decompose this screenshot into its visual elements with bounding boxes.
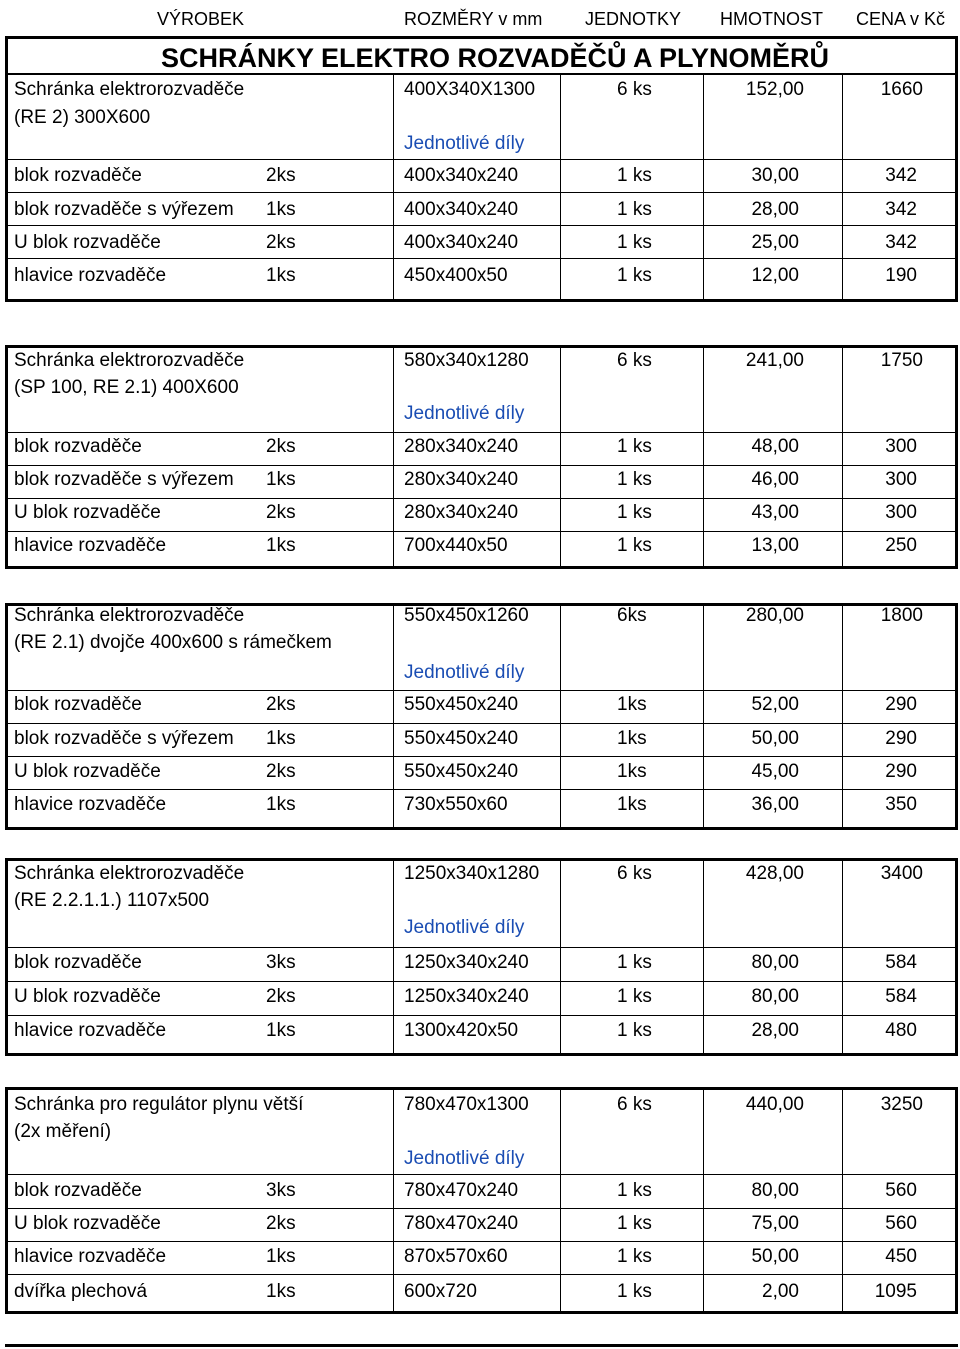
column-divider xyxy=(393,1090,394,1311)
part-dimensions: 700x440x50 xyxy=(404,535,508,556)
part-price: 290 xyxy=(885,694,917,715)
header-rozmery: ROZMĚRY v mm xyxy=(404,9,543,29)
part-dimensions: 870x570x60 xyxy=(404,1246,508,1267)
header-hmotnost: HMOTNOST xyxy=(720,9,823,29)
part-name: hlavice rozvaděče xyxy=(14,794,167,815)
part-dimensions: 550x450x240 xyxy=(404,694,519,715)
part-units: 1 ks xyxy=(617,952,652,973)
part-price: 290 xyxy=(885,728,917,749)
part-units: 1ks xyxy=(617,728,647,749)
row-divider xyxy=(8,465,955,466)
part-name: dvířka plechová xyxy=(14,1281,148,1302)
row-divider xyxy=(8,498,955,499)
column-header-row xyxy=(0,0,960,36)
part-quantity: 3ks xyxy=(266,952,296,973)
part-units: 1 ks xyxy=(617,165,652,186)
product-name: Schránka elektrorozvaděče xyxy=(14,863,245,884)
part-weight: 36,00 xyxy=(751,794,799,815)
part-quantity: 1ks xyxy=(266,469,296,490)
product-units: 6 ks xyxy=(617,1094,652,1115)
row-divider xyxy=(8,531,955,532)
part-dimensions: 1250x340x240 xyxy=(404,952,529,973)
parts-subheading: Jednotlivé díly xyxy=(404,403,525,424)
part-quantity: 2ks xyxy=(266,165,296,186)
part-name: U blok rozvaděče xyxy=(14,986,161,1007)
part-quantity: 1ks xyxy=(266,1020,296,1041)
parts-subheading: Jednotlivé díly xyxy=(404,1148,525,1169)
part-name: U blok rozvaděče xyxy=(14,1213,161,1234)
part-name: U blok rozvaděče xyxy=(14,502,161,523)
column-divider xyxy=(842,75,843,299)
column-divider xyxy=(560,348,561,566)
part-units: 1 ks xyxy=(617,265,652,286)
part-name: blok rozvaděče s výřezem xyxy=(14,728,234,749)
part-units: 1ks xyxy=(617,694,647,715)
part-quantity: 1ks xyxy=(266,1246,296,1267)
part-units: 1 ks xyxy=(617,436,652,457)
part-weight: 52,00 xyxy=(751,694,799,715)
part-dimensions: 1300x420x50 xyxy=(404,1020,519,1041)
parts-subheading: Jednotlivé díly xyxy=(404,917,525,938)
product-units: 6ks xyxy=(617,605,647,626)
product-name-detail: (RE 2.2.1.1.) 1107x500 xyxy=(14,890,210,911)
part-units: 1ks xyxy=(617,761,647,782)
product-name: Schránka pro regulátor plynu větší xyxy=(14,1094,304,1115)
part-price: 342 xyxy=(885,232,917,253)
product-section xyxy=(5,603,958,830)
part-name: U blok rozvaděče xyxy=(14,761,161,782)
part-weight: 43,00 xyxy=(751,502,799,523)
row-divider xyxy=(8,192,955,193)
part-weight: 12,00 xyxy=(751,265,799,286)
part-name: hlavice rozvaděče xyxy=(14,535,167,556)
part-units: 1 ks xyxy=(617,232,652,253)
part-name: hlavice rozvaděče xyxy=(14,265,167,286)
part-weight: 50,00 xyxy=(751,1246,799,1267)
part-name: blok rozvaděče s výřezem xyxy=(14,199,234,220)
part-quantity: 1ks xyxy=(266,794,296,815)
part-price: 290 xyxy=(885,761,917,782)
part-quantity: 2ks xyxy=(266,986,296,1007)
product-price: 3400 xyxy=(880,863,923,884)
product-dimensions: 1250x340x1280 xyxy=(404,863,540,884)
product-price: 1750 xyxy=(880,350,923,371)
column-divider xyxy=(393,606,394,827)
part-weight: 80,00 xyxy=(751,952,799,973)
row-divider xyxy=(8,789,955,790)
part-price: 584 xyxy=(885,952,917,973)
part-quantity: 2ks xyxy=(266,232,296,253)
product-name-detail: (RE 2.1) dvojče 400x600 s rámečkem xyxy=(14,632,332,653)
part-units: 1 ks xyxy=(617,1020,652,1041)
page-title: SCHRÁNKY ELEKTRO ROZVADĚČŮ A PLYNOMĚRŮ xyxy=(161,43,830,73)
part-price: 560 xyxy=(885,1213,917,1234)
part-units: 1ks xyxy=(617,794,647,815)
row-divider xyxy=(8,159,955,160)
product-units: 6 ks xyxy=(617,79,652,100)
part-weight: 46,00 xyxy=(751,469,799,490)
column-divider xyxy=(703,861,704,1053)
product-weight: 152,00 xyxy=(745,79,804,100)
part-name: blok rozvaděče xyxy=(14,952,142,973)
product-section xyxy=(5,1087,958,1314)
part-quantity: 1ks xyxy=(266,265,296,286)
part-price: 300 xyxy=(885,436,917,457)
part-units: 1 ks xyxy=(617,469,652,490)
product-name: Schránka elektrorozvaděče xyxy=(14,350,245,371)
part-units: 1 ks xyxy=(617,986,652,1007)
row-divider xyxy=(8,1274,955,1275)
parts-subheading: Jednotlivé díly xyxy=(404,133,525,154)
product-dimensions: 550x450x1260 xyxy=(404,605,529,626)
part-name: blok rozvaděče xyxy=(14,165,142,186)
column-divider xyxy=(842,861,843,1053)
part-units: 1 ks xyxy=(617,1180,652,1201)
column-divider xyxy=(703,606,704,827)
bottom-rule xyxy=(5,1344,958,1347)
product-dimensions: 400X340X1300 xyxy=(404,79,536,100)
part-weight: 80,00 xyxy=(751,986,799,1007)
column-divider xyxy=(842,348,843,566)
part-name: blok rozvaděče xyxy=(14,1180,142,1201)
part-dimensions: 280x340x240 xyxy=(404,436,519,457)
part-price: 584 xyxy=(885,986,917,1007)
part-dimensions: 780x470x240 xyxy=(404,1213,519,1234)
product-section xyxy=(5,73,958,302)
part-quantity: 2ks xyxy=(266,1213,296,1234)
part-weight: 80,00 xyxy=(751,1180,799,1201)
part-price: 190 xyxy=(885,265,917,286)
part-weight: 48,00 xyxy=(751,436,799,457)
row-divider xyxy=(8,690,955,691)
column-divider xyxy=(703,75,704,299)
column-divider xyxy=(393,861,394,1053)
part-units: 1 ks xyxy=(617,199,652,220)
column-divider xyxy=(703,1090,704,1311)
part-quantity: 2ks xyxy=(266,436,296,457)
row-divider xyxy=(8,1241,955,1242)
part-quantity: 1ks xyxy=(266,1281,296,1302)
part-weight: 28,00 xyxy=(751,1020,799,1041)
column-divider xyxy=(842,1090,843,1311)
product-section xyxy=(5,345,958,569)
part-weight: 28,00 xyxy=(751,199,799,220)
part-weight: 75,00 xyxy=(751,1213,799,1234)
part-dimensions: 280x340x240 xyxy=(404,469,519,490)
row-divider xyxy=(8,723,955,724)
product-name: Schránka elektrorozvaděče xyxy=(14,605,245,626)
part-name: blok rozvaděče s výřezem xyxy=(14,469,234,490)
part-price: 480 xyxy=(885,1020,917,1041)
part-units: 1 ks xyxy=(617,1281,652,1302)
part-units: 1 ks xyxy=(617,535,652,556)
part-quantity: 1ks xyxy=(266,199,296,220)
part-price: 450 xyxy=(885,1246,917,1267)
part-name: hlavice rozvaděče xyxy=(14,1020,167,1041)
part-dimensions: 550x450x240 xyxy=(404,761,519,782)
product-units: 6 ks xyxy=(617,350,652,371)
column-divider xyxy=(560,1090,561,1311)
product-name: Schránka elektrorozvaděče xyxy=(14,79,245,100)
product-price: 3250 xyxy=(880,1094,923,1115)
part-units: 1 ks xyxy=(617,1213,652,1234)
part-weight: 50,00 xyxy=(751,728,799,749)
part-weight: 13,00 xyxy=(751,535,799,556)
part-quantity: 1ks xyxy=(266,535,296,556)
part-price: 300 xyxy=(885,469,917,490)
part-dimensions: 400x340x240 xyxy=(404,165,519,186)
row-divider xyxy=(8,432,955,433)
part-name: U blok rozvaděče xyxy=(14,232,161,253)
product-weight: 241,00 xyxy=(745,350,804,371)
product-name-detail: (RE 2) 300X600 xyxy=(14,107,151,128)
product-units: 6 ks xyxy=(617,863,652,884)
part-weight: 30,00 xyxy=(751,165,799,186)
product-name-detail: (2x měření) xyxy=(14,1121,112,1142)
parts-subheading: Jednotlivé díly xyxy=(404,662,525,683)
row-divider xyxy=(8,1015,955,1016)
row-divider xyxy=(8,981,955,982)
part-weight: 45,00 xyxy=(751,761,799,782)
part-name: hlavice rozvaděče xyxy=(14,1246,167,1267)
part-dimensions: 400x340x240 xyxy=(404,232,519,253)
part-price: 1095 xyxy=(874,1281,917,1302)
part-name: blok rozvaděče xyxy=(14,694,142,715)
table-title xyxy=(5,36,958,73)
header-jednotky: JEDNOTKY xyxy=(585,9,682,29)
header-cena: CENA v Kč xyxy=(856,9,946,29)
part-units: 1 ks xyxy=(617,502,652,523)
part-dimensions: 730x550x60 xyxy=(404,794,508,815)
product-dimensions: 780x470x1300 xyxy=(404,1094,529,1115)
part-weight: 2,00 xyxy=(762,1281,799,1302)
product-dimensions: 580x340x1280 xyxy=(404,350,529,371)
part-dimensions: 780x470x240 xyxy=(404,1180,519,1201)
part-quantity: 3ks xyxy=(266,1180,296,1201)
row-divider xyxy=(8,225,955,226)
column-divider xyxy=(842,606,843,827)
part-dimensions: 280x340x240 xyxy=(404,502,519,523)
column-divider xyxy=(560,606,561,827)
product-weight: 440,00 xyxy=(745,1094,804,1115)
part-name: blok rozvaděče xyxy=(14,436,142,457)
row-divider xyxy=(8,1174,955,1175)
part-dimensions: 400x340x240 xyxy=(404,199,519,220)
part-quantity: 2ks xyxy=(266,694,296,715)
part-dimensions: 450x400x50 xyxy=(404,265,508,286)
part-quantity: 2ks xyxy=(266,502,296,523)
part-price: 250 xyxy=(885,535,917,556)
column-divider xyxy=(393,348,394,566)
part-dimensions: 1250x340x240 xyxy=(404,986,529,1007)
column-divider xyxy=(703,348,704,566)
part-price: 342 xyxy=(885,165,917,186)
column-divider xyxy=(560,861,561,1053)
part-quantity: 1ks xyxy=(266,728,296,749)
product-name-detail: (SP 100, RE 2.1) 400X600 xyxy=(14,377,239,398)
part-weight: 25,00 xyxy=(751,232,799,253)
product-weight: 428,00 xyxy=(745,863,804,884)
row-divider xyxy=(8,756,955,757)
row-divider xyxy=(8,1208,955,1209)
part-price: 560 xyxy=(885,1180,917,1201)
part-price: 350 xyxy=(885,794,917,815)
part-quantity: 2ks xyxy=(266,761,296,782)
row-divider xyxy=(8,258,955,259)
column-divider xyxy=(393,75,394,299)
product-weight: 280,00 xyxy=(745,605,804,626)
row-divider xyxy=(8,947,955,948)
part-dimensions: 600x720 xyxy=(404,1281,477,1302)
product-price: 1800 xyxy=(880,605,923,626)
column-divider xyxy=(560,75,561,299)
product-section xyxy=(5,858,958,1056)
product-price: 1660 xyxy=(880,79,923,100)
part-price: 300 xyxy=(885,502,917,523)
part-price: 342 xyxy=(885,199,917,220)
part-dimensions: 550x450x240 xyxy=(404,728,519,749)
header-vyrobek: VÝROBEK xyxy=(157,9,245,29)
part-units: 1 ks xyxy=(617,1246,652,1267)
